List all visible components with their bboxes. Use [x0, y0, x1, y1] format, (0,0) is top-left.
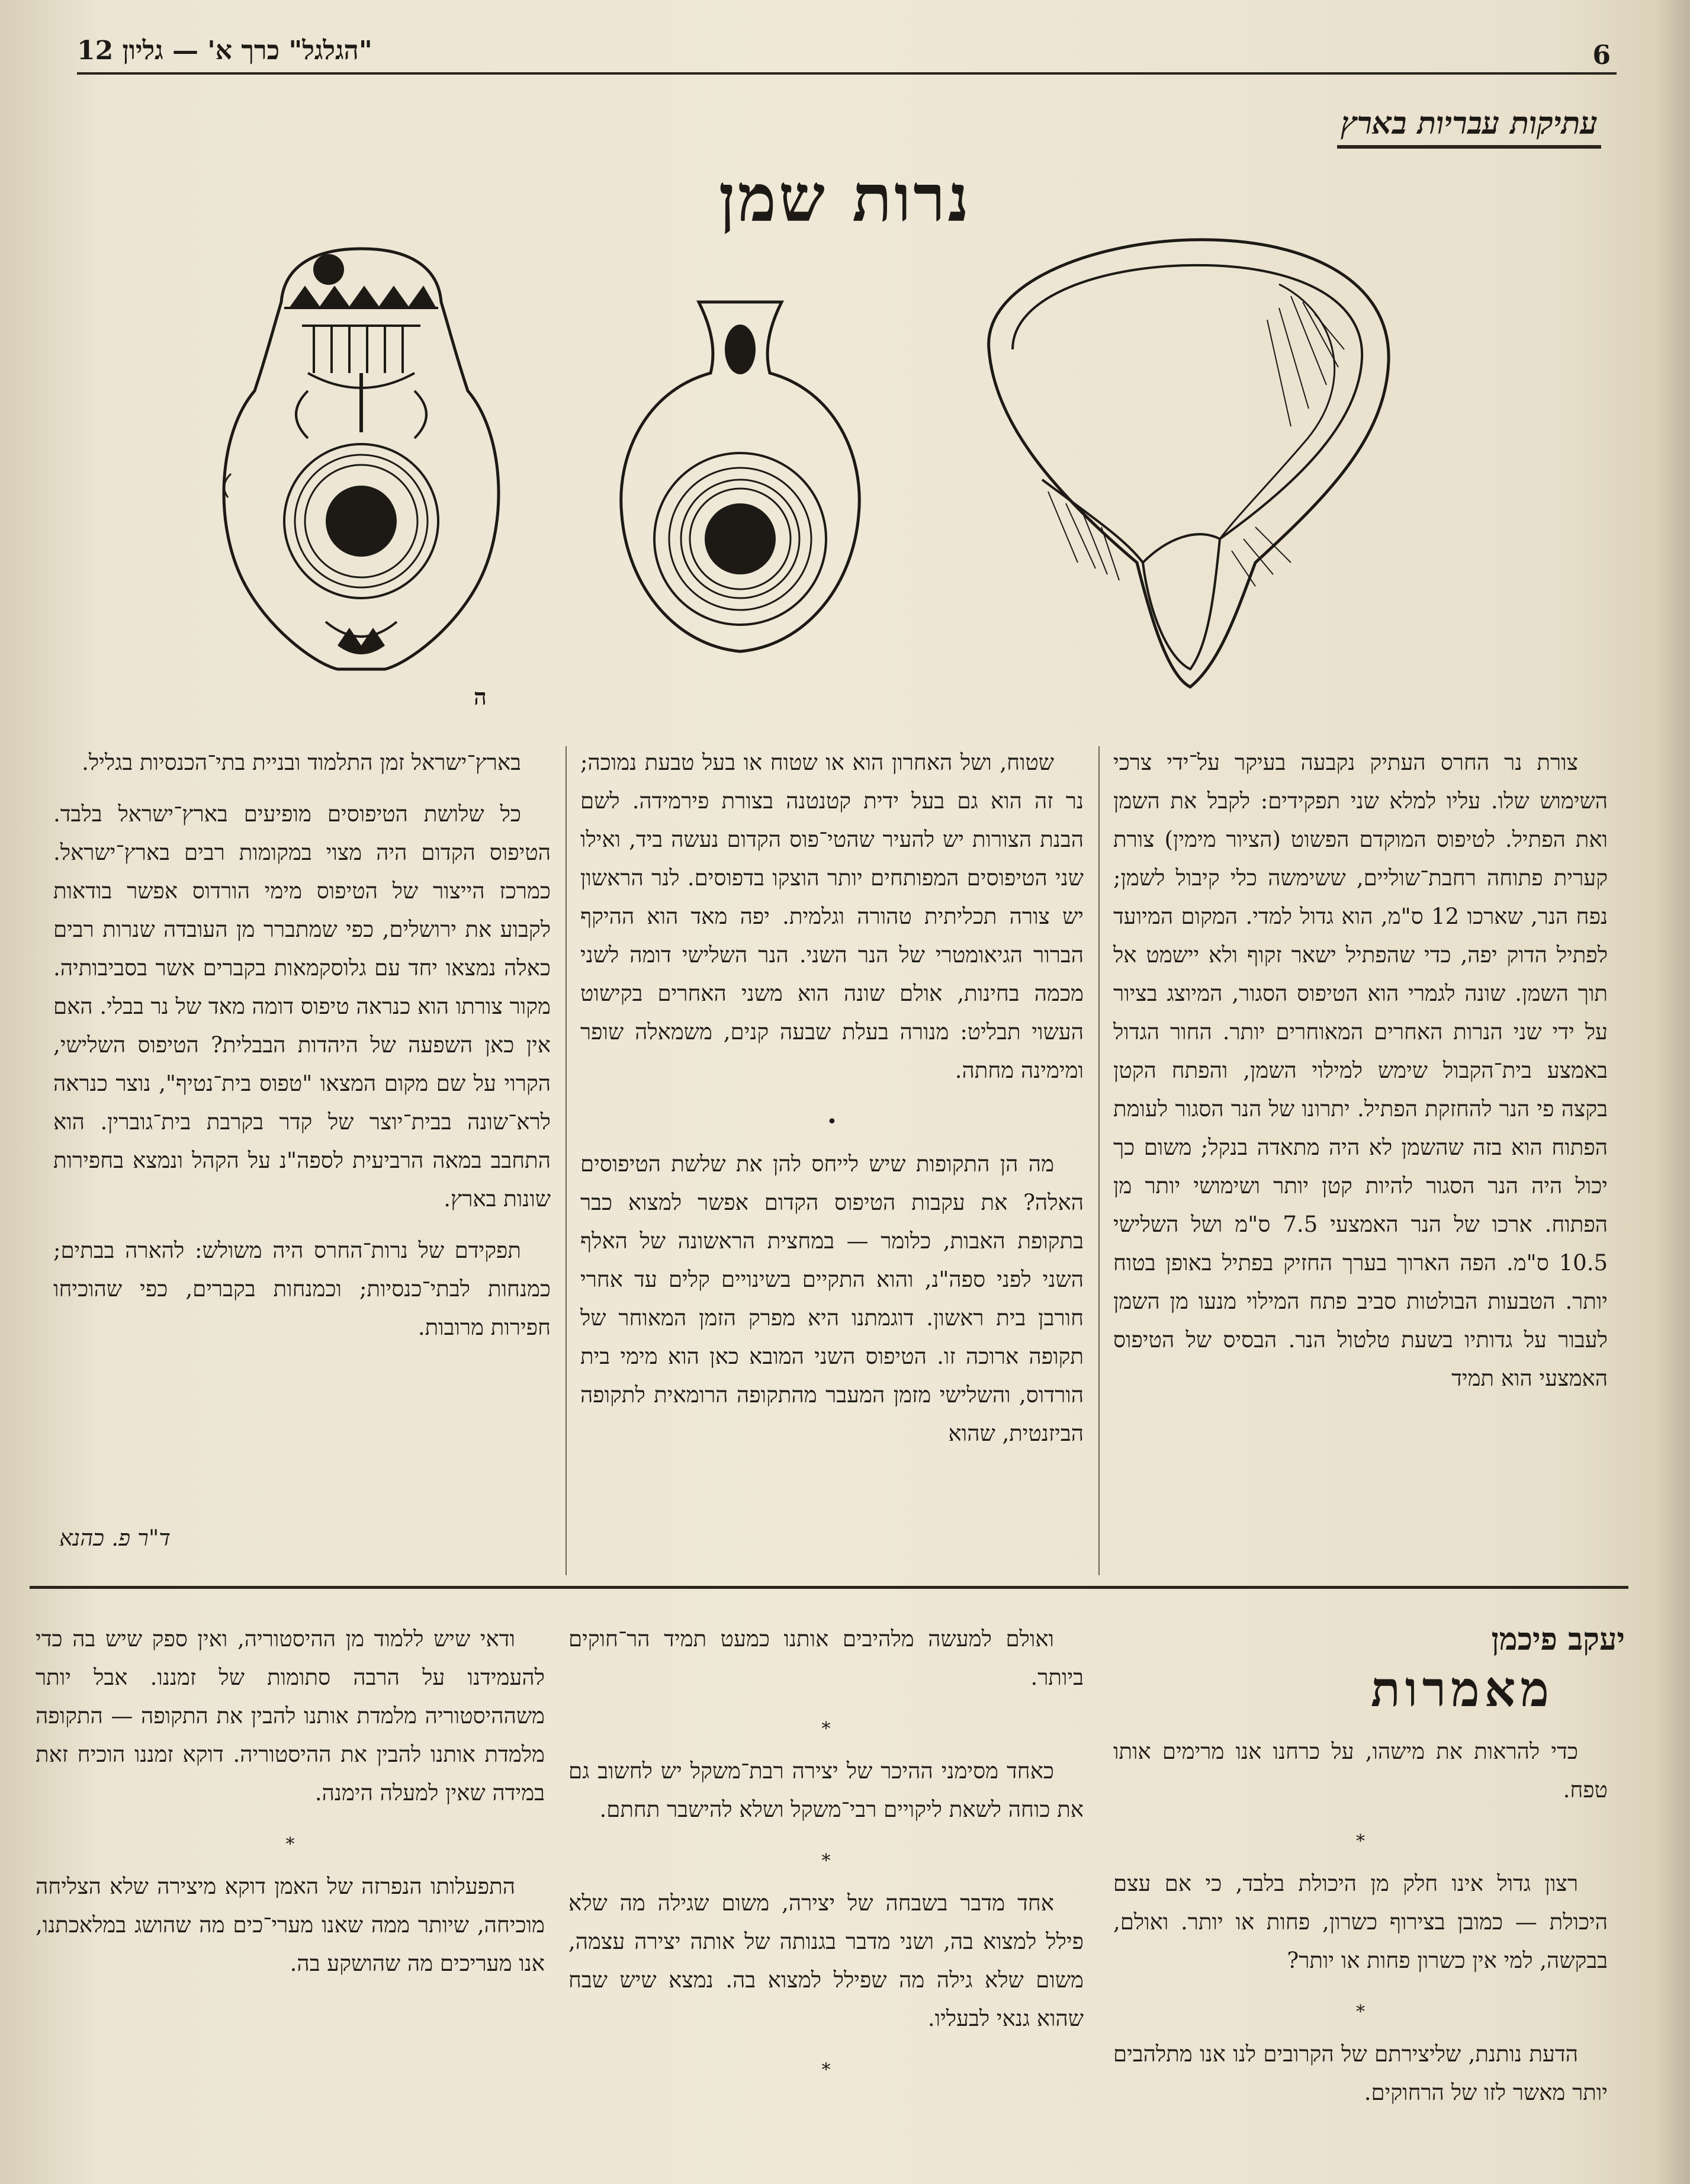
column-rule [1098, 746, 1100, 1575]
page-fold-shadow [1654, 0, 1690, 2184]
article-paragraph: תפקידם של נרות־החרס היה משולש: להארה בבתים; כמנחות לבתי־כנסיות; וכמנחות בקברים, כפי שהוכיחו חפירות מרובות. [53, 1238, 551, 1340]
article-column-2 [580, 743, 1084, 1466]
article-paragraph: שטוח, ושל האחרון הוא או שטוח או בעל טבעת נמוכה; נר זה הוא גם בעל ידית קטנטנה בצורת פירמידה. לשם הבנת הצורות יש להעיר שהטי־פוס הקדום נעשה ביד, ואילו שני הטיפוסים המפותחים יותר הוצקו בדפוסים. לנר הראשון יש צורה תכליתית טהורה וגלמית. יפה מאד הוא ההיקף הברור הגיאומטרי של הנר השני. הנר השלישי דומה לשני מכמה בחינות, אולם שונה הוא משני האחרים בקישוט העשוי תבליט: מנורה בעלת שבעה קנים, משמאלה שופר ומימינה מחתה. [580, 750, 1084, 1083]
article-paragraph: צורת נר החרס העתיק נקבעה בעיקר על־ידי צרכי השימוש שלו. עליו למלא שני תפקידים: לקבל את השמן ואת הפתיל. לטיפוס המוקדם הפשוט (הציור מימין) צורת קערית פתוחה רחבת־שוליים, ששימשה כלי קיבול לשמן; נפח הנר, שארכו 12 ס"מ, הוא גדול למדי. המקום המיועד לפתיל הדוק יפה, כדי שהפתיל ישאר זקוף ולא יישמט אל תוך השמן. שונה לגמרי הוא הטיפוס הסגור, המיוצג בציור על ידי שני הנרות האחרים המאוחרים יותר. החור הגדול באמצע בית־הקבול שימש למילוי השמן, והפתח הקטן בקצה פי הנר להחזקת הפתיל. יתרונו של הנר הסגור לעומת הפתוח הוא בזה שהשמן לא היה מתאדה בנקל; משום כך יכול היה הנר הסגור להיות קטן יותר ושימושי יותר מן הפתוח. ארכו של הנר האמצעי 7.5 ס"מ ושל השלישי 10.5 ס"מ. הפה הארוך בערך החזיק בפתיל באופן בטוח יותר. הטבעות הבולטות סביב פתח המילוי מנעו מן השמן לעבור על גדותיו בשעת טלטול הנר. הבסיס של הטיפוס האמצעי הוא תמיד [1113, 750, 1608, 1391]
essay-paragraph: כדי להראות את מישהו, על כרחנו אנו מרימים אותו טפח. [1113, 1739, 1608, 1803]
essay-author: יעקב פיכמן [1491, 1621, 1625, 1658]
article-column-3 [53, 743, 551, 1360]
figure-label: ה [474, 683, 487, 710]
separator-star: * [821, 1851, 831, 1871]
separator-star: * [1356, 2002, 1365, 2022]
lamp-herodian-illustration [610, 290, 870, 663]
essay-column-2 [568, 1620, 1084, 2093]
article-paragraph: כל שלושת הטיפוסים מופיעים בארץ־ישראל בלבד. הטיפוס הקדום היה מצוי במקומות רבים בארץ־ישראל. כמרכז הייצור של הטיפוס מימי הורדוס אפשר בודאות לקבוע את ירושלים, כפי שמתברר מן העובדה שנרות רבים כאלה נמצאו יחד עם גלוסקמאות בקברים אשר בסביבותיה. מקור צורתו הוא כנראה טיפוס דומה מאד של נר בבלי. האם אין כאן השפעה של היהדות הבבלית? הטיפוס השלישי, הקרוי על שם מקום המצאו "טפוס בית־נטיף", נוצר כנראה לרא־שונה בבית־יוצר של קדר בקרבת בית־גוברין. הוא התחבב במאה הרביעית לספה"נ על הקהל ונמצא בחפירות שונות בארץ. [53, 801, 551, 1212]
separator-star: * [285, 1834, 295, 1855]
essay-paragraph: הדעת נותנת, שליצירתם של הקרובים לנו אנו מתלהבים יותר מאשר לזו של הרחוקים. [1113, 2041, 1608, 2105]
header-rule [77, 72, 1617, 75]
lamp-ornamented-illustration [195, 237, 527, 717]
article-paragraph: בארץ־ישראל זמן התלמוד ובניית בתי־הכנסיות בגליל. [82, 750, 521, 775]
column-rule [566, 746, 567, 1575]
article-signature: ד"ר פ. כהנא [59, 1525, 171, 1551]
essay-paragraph: ודאי שיש ללמוד מן ההיסטוריה, ואין ספק שיש בה כדי להעמידנו על הרבה סתומות של זמננו. אבל יותר משההיסטוריה מלמדת אותנו להבין את התקופה — התקופה מלמדת אותנו להבין את ההיסטוריה. דוקא זמננו הוכיח זאת במידה שאין למעלה הימנה. [36, 1626, 545, 1806]
article-column-1 [1113, 743, 1608, 1411]
running-head: "הגלגל" כרך א' — גליון 12 [77, 36, 372, 66]
article-title: נרות שמן [718, 160, 972, 236]
essay-paragraph: התפעלותו הנפרזה של האמן דוקא מיצירה שלא הצליחה מוכיחה, שיותר ממה שאנו מערי־כים מה שהושג במלאכתנו, אנו מעריכים מה שהושקע בה. [36, 1874, 545, 1976]
separator-star: * [1356, 1831, 1365, 1852]
lamp-open-saucer-illustration [971, 231, 1403, 693]
essay-paragraph: כאחד מסימני ההיכר של יצירה רבת־משקל יש לחשוב גם את כוחה לשאת ליקויים רבי־משקל ושלא להישבר תחתם. [568, 1758, 1084, 1822]
separator-star: • [827, 1112, 837, 1132]
essay-column-3 [36, 1620, 545, 1996]
essay-title: מאמרות [1370, 1661, 1554, 1718]
essay-paragraph: רצון גדול אינו חלק מן היכולת בלבד, כי אם עצם היכולת — כמובן בצירוף כשרון, פחות או יותר. ואולם, בבקשה, למי אין כשרון פחות או יותר? [1113, 1871, 1608, 1973]
page-header [77, 36, 1617, 77]
article-paragraph: מה הן התקופות שיש לייחס להן את שלשת הטיפוסים האלה? את עקבות הטיפוס הקדום אפשר למצוא כבר בתקופת האבות, כלומר — במחצית הראשונה של האלף השני לפני ספה"נ, והוא התקיים בשינויים קלים עד אחרי חורבן בית ראשון. דוגמתנו היא מפרק הזמן המאוחר של תקופה ארוכה זו. הטיפוס השני המובא כאן הוא מימי בית הורדוס, והשלישי מזמן המעבר מהתקופה הרומאית לתקופה הביזנטית, שהוא [580, 1151, 1084, 1446]
separator-star: * [821, 2060, 831, 2080]
essay-column-1 [1113, 1732, 1608, 2125]
page-number: 6 [1592, 40, 1611, 70]
essay-paragraph: ואולם למעשה מלהיבים אותנו כמעט תמיד הר־חוקים ביותר. [568, 1626, 1084, 1690]
section-divider [30, 1586, 1628, 1589]
separator-star: * [821, 1719, 831, 1739]
section-label: עתיקות עבריות בארץ [1337, 105, 1601, 149]
essay-paragraph: אחד מדבר בשבחה של יצירה, משום שגילה מה שלא פילל למצוא בה, ושני מדבר בגנותה של אותה יצירה עצמה, משום שלא גילה מה שפילל למצוא בה. נמצא שיש שבח שהוא גנאי לבעליו. [568, 1890, 1084, 2031]
